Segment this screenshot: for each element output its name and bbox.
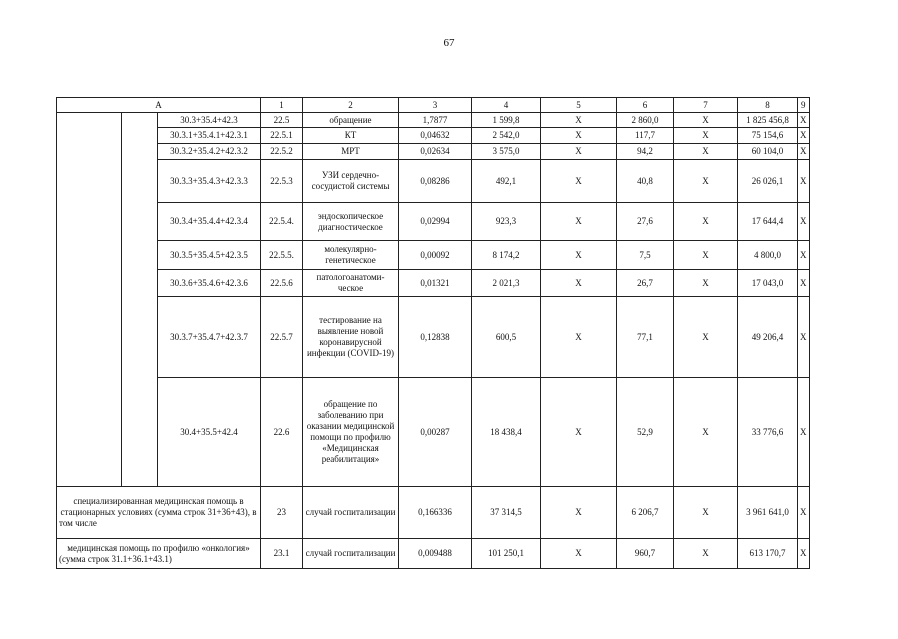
row-value-7: X [674, 203, 738, 241]
row-value-7: X [674, 270, 738, 297]
row-value-7: X [674, 297, 738, 378]
blank-cell [122, 113, 158, 487]
data-table [56, 97, 810, 569]
row-code: 30.3.4+35.4.4+42.3.4 [158, 203, 261, 241]
row-code: 30.3.3+35.4.3+42.3.3 [158, 160, 261, 203]
table-row [57, 128, 810, 144]
row-value-3: 0,12838 [399, 297, 472, 378]
row-description: специализированная медицинская помощь в стационарных условиях (сумма строк 31+36+43), в том числе [57, 487, 261, 539]
row-unit: МРТ [303, 144, 399, 160]
row-value-8: 60 104,0 [738, 144, 798, 160]
row-value-7: X [674, 241, 738, 270]
row-value-8: 49 206,4 [738, 297, 798, 378]
row-value-9: X [798, 241, 810, 270]
row-value-4: 37 314,5 [472, 487, 541, 539]
row-value-6: 960,7 [617, 539, 674, 569]
table-row [57, 297, 810, 378]
row-value-4: 3 575,0 [472, 144, 541, 160]
row-value-7: X [674, 539, 738, 569]
row-value-5: X [541, 113, 617, 128]
row-value-8: 613 170,7 [738, 539, 798, 569]
row-value-5: X [541, 539, 617, 569]
row-value-3: 0,02634 [399, 144, 472, 160]
row-value-9: X [798, 144, 810, 160]
row-value-9: X [798, 297, 810, 378]
row-value-4: 2 542,0 [472, 128, 541, 144]
row-value-8: 17 644,4 [738, 203, 798, 241]
table-row [57, 378, 810, 487]
row-number: 22.5.4. [261, 203, 303, 241]
row-value-5: X [541, 270, 617, 297]
header-cell-2: 2 [303, 98, 399, 113]
row-unit: случай госпитализации [303, 539, 399, 569]
row-value-5: X [541, 203, 617, 241]
row-unit: случай госпитализации [303, 487, 399, 539]
row-value-7: X [674, 160, 738, 203]
row-value-6: 94,2 [617, 144, 674, 160]
row-value-8: 3 961 641,0 [738, 487, 798, 539]
row-number: 22.5.7 [261, 297, 303, 378]
row-value-3: 0,166336 [399, 487, 472, 539]
header-cell-8: 8 [738, 98, 798, 113]
row-value-8: 4 800,0 [738, 241, 798, 270]
row-value-3: 0,009488 [399, 539, 472, 569]
row-value-8: 17 043,0 [738, 270, 798, 297]
row-value-5: X [541, 487, 617, 539]
row-value-4: 1 599,8 [472, 113, 541, 128]
row-unit: обращение [303, 113, 399, 128]
row-number: 22.5.2 [261, 144, 303, 160]
header-cell-a: А [57, 98, 261, 113]
row-value-5: X [541, 297, 617, 378]
row-value-7: X [674, 128, 738, 144]
row-value-4: 2 021,3 [472, 270, 541, 297]
table-body [57, 98, 810, 569]
row-value-9: X [798, 378, 810, 487]
table-row [57, 241, 810, 270]
row-value-4: 600,5 [472, 297, 541, 378]
row-number: 23 [261, 487, 303, 539]
row-value-9: X [798, 203, 810, 241]
row-value-5: X [541, 144, 617, 160]
row-value-4: 8 174,2 [472, 241, 541, 270]
row-value-3: 1,7877 [399, 113, 472, 128]
row-value-9: X [798, 160, 810, 203]
table-row [57, 487, 810, 539]
row-code: 30.3.5+35.4.5+42.3.5 [158, 241, 261, 270]
row-value-6: 40,8 [617, 160, 674, 203]
row-value-9: X [798, 487, 810, 539]
row-number: 22.5.3 [261, 160, 303, 203]
header-cell-6: 6 [617, 98, 674, 113]
row-value-9: X [798, 113, 810, 128]
row-value-6: 117,7 [617, 128, 674, 144]
row-code: 30.3.2+35.4.2+42.3.2 [158, 144, 261, 160]
row-value-4: 18 438,4 [472, 378, 541, 487]
row-code: 30.3+35.4+42.3 [158, 113, 261, 128]
row-value-8: 1 825 456,8 [738, 113, 798, 128]
table-row [57, 203, 810, 241]
table-row [57, 270, 810, 297]
row-value-3: 0,01321 [399, 270, 472, 297]
row-number: 23.1 [261, 539, 303, 569]
row-unit: молекулярно-генетическое [303, 241, 399, 270]
blank-cell [57, 113, 122, 487]
row-code: 30.3.7+35.4.7+42.3.7 [158, 297, 261, 378]
table-row [57, 160, 810, 203]
row-value-4: 492,1 [472, 160, 541, 203]
header-cell-7: 7 [674, 98, 738, 113]
row-value-5: X [541, 241, 617, 270]
row-value-7: X [674, 487, 738, 539]
row-value-9: X [798, 539, 810, 569]
row-unit: патологоанатоми-ческое [303, 270, 399, 297]
row-value-4: 101 250,1 [472, 539, 541, 569]
row-value-4: 923,3 [472, 203, 541, 241]
row-description: медицинская помощь по профилю «онкология» (сумма строк 31.1+36.1+43.1) [57, 539, 261, 569]
row-number: 22.5.5. [261, 241, 303, 270]
row-unit: УЗИ сердечно-сосудистой системы [303, 160, 399, 203]
row-number: 22.5.1 [261, 128, 303, 144]
table-row [57, 539, 810, 569]
row-value-5: X [541, 378, 617, 487]
row-code: 30.4+35.5+42.4 [158, 378, 261, 487]
row-value-6: 52,9 [617, 378, 674, 487]
table-row [57, 113, 810, 128]
row-code: 30.3.6+35.4.6+42.3.6 [158, 270, 261, 297]
row-value-6: 26,7 [617, 270, 674, 297]
row-value-6: 6 206,7 [617, 487, 674, 539]
row-code: 30.3.1+35.4.1+42.3.1 [158, 128, 261, 144]
row-value-3: 0,04632 [399, 128, 472, 144]
row-unit: КТ [303, 128, 399, 144]
row-value-3: 0,00287 [399, 378, 472, 487]
row-value-7: X [674, 144, 738, 160]
header-cell-1: 1 [261, 98, 303, 113]
row-value-3: 0,00092 [399, 241, 472, 270]
row-number: 22.6 [261, 378, 303, 487]
row-unit: обращение по заболеванию при оказании медицинской помощи по профилю «Медицинская реабилитация» [303, 378, 399, 487]
row-value-5: X [541, 128, 617, 144]
row-value-8: 33 776,6 [738, 378, 798, 487]
row-value-7: X [674, 113, 738, 128]
header-cell-4: 4 [472, 98, 541, 113]
row-value-6: 27,6 [617, 203, 674, 241]
table-row [57, 144, 810, 160]
row-value-5: X [541, 160, 617, 203]
row-number: 22.5.6 [261, 270, 303, 297]
row-value-9: X [798, 128, 810, 144]
header-row [57, 98, 810, 113]
row-value-6: 7,5 [617, 241, 674, 270]
row-value-8: 26 026,1 [738, 160, 798, 203]
row-value-3: 0,02994 [399, 203, 472, 241]
row-unit: тестирование на выявление новой коронавирусной инфекции (COVID-19) [303, 297, 399, 378]
row-value-7: X [674, 378, 738, 487]
row-value-8: 75 154,6 [738, 128, 798, 144]
row-value-3: 0,08286 [399, 160, 472, 203]
row-unit: эндоскопическое диагностическое [303, 203, 399, 241]
row-value-6: 77,1 [617, 297, 674, 378]
header-cell-5: 5 [541, 98, 617, 113]
row-value-9: X [798, 270, 810, 297]
page-number: 67 [443, 37, 455, 49]
row-value-6: 2 860,0 [617, 113, 674, 128]
header-cell-3: 3 [399, 98, 472, 113]
row-number: 22.5 [261, 113, 303, 128]
header-cell-9: 9 [798, 98, 810, 113]
